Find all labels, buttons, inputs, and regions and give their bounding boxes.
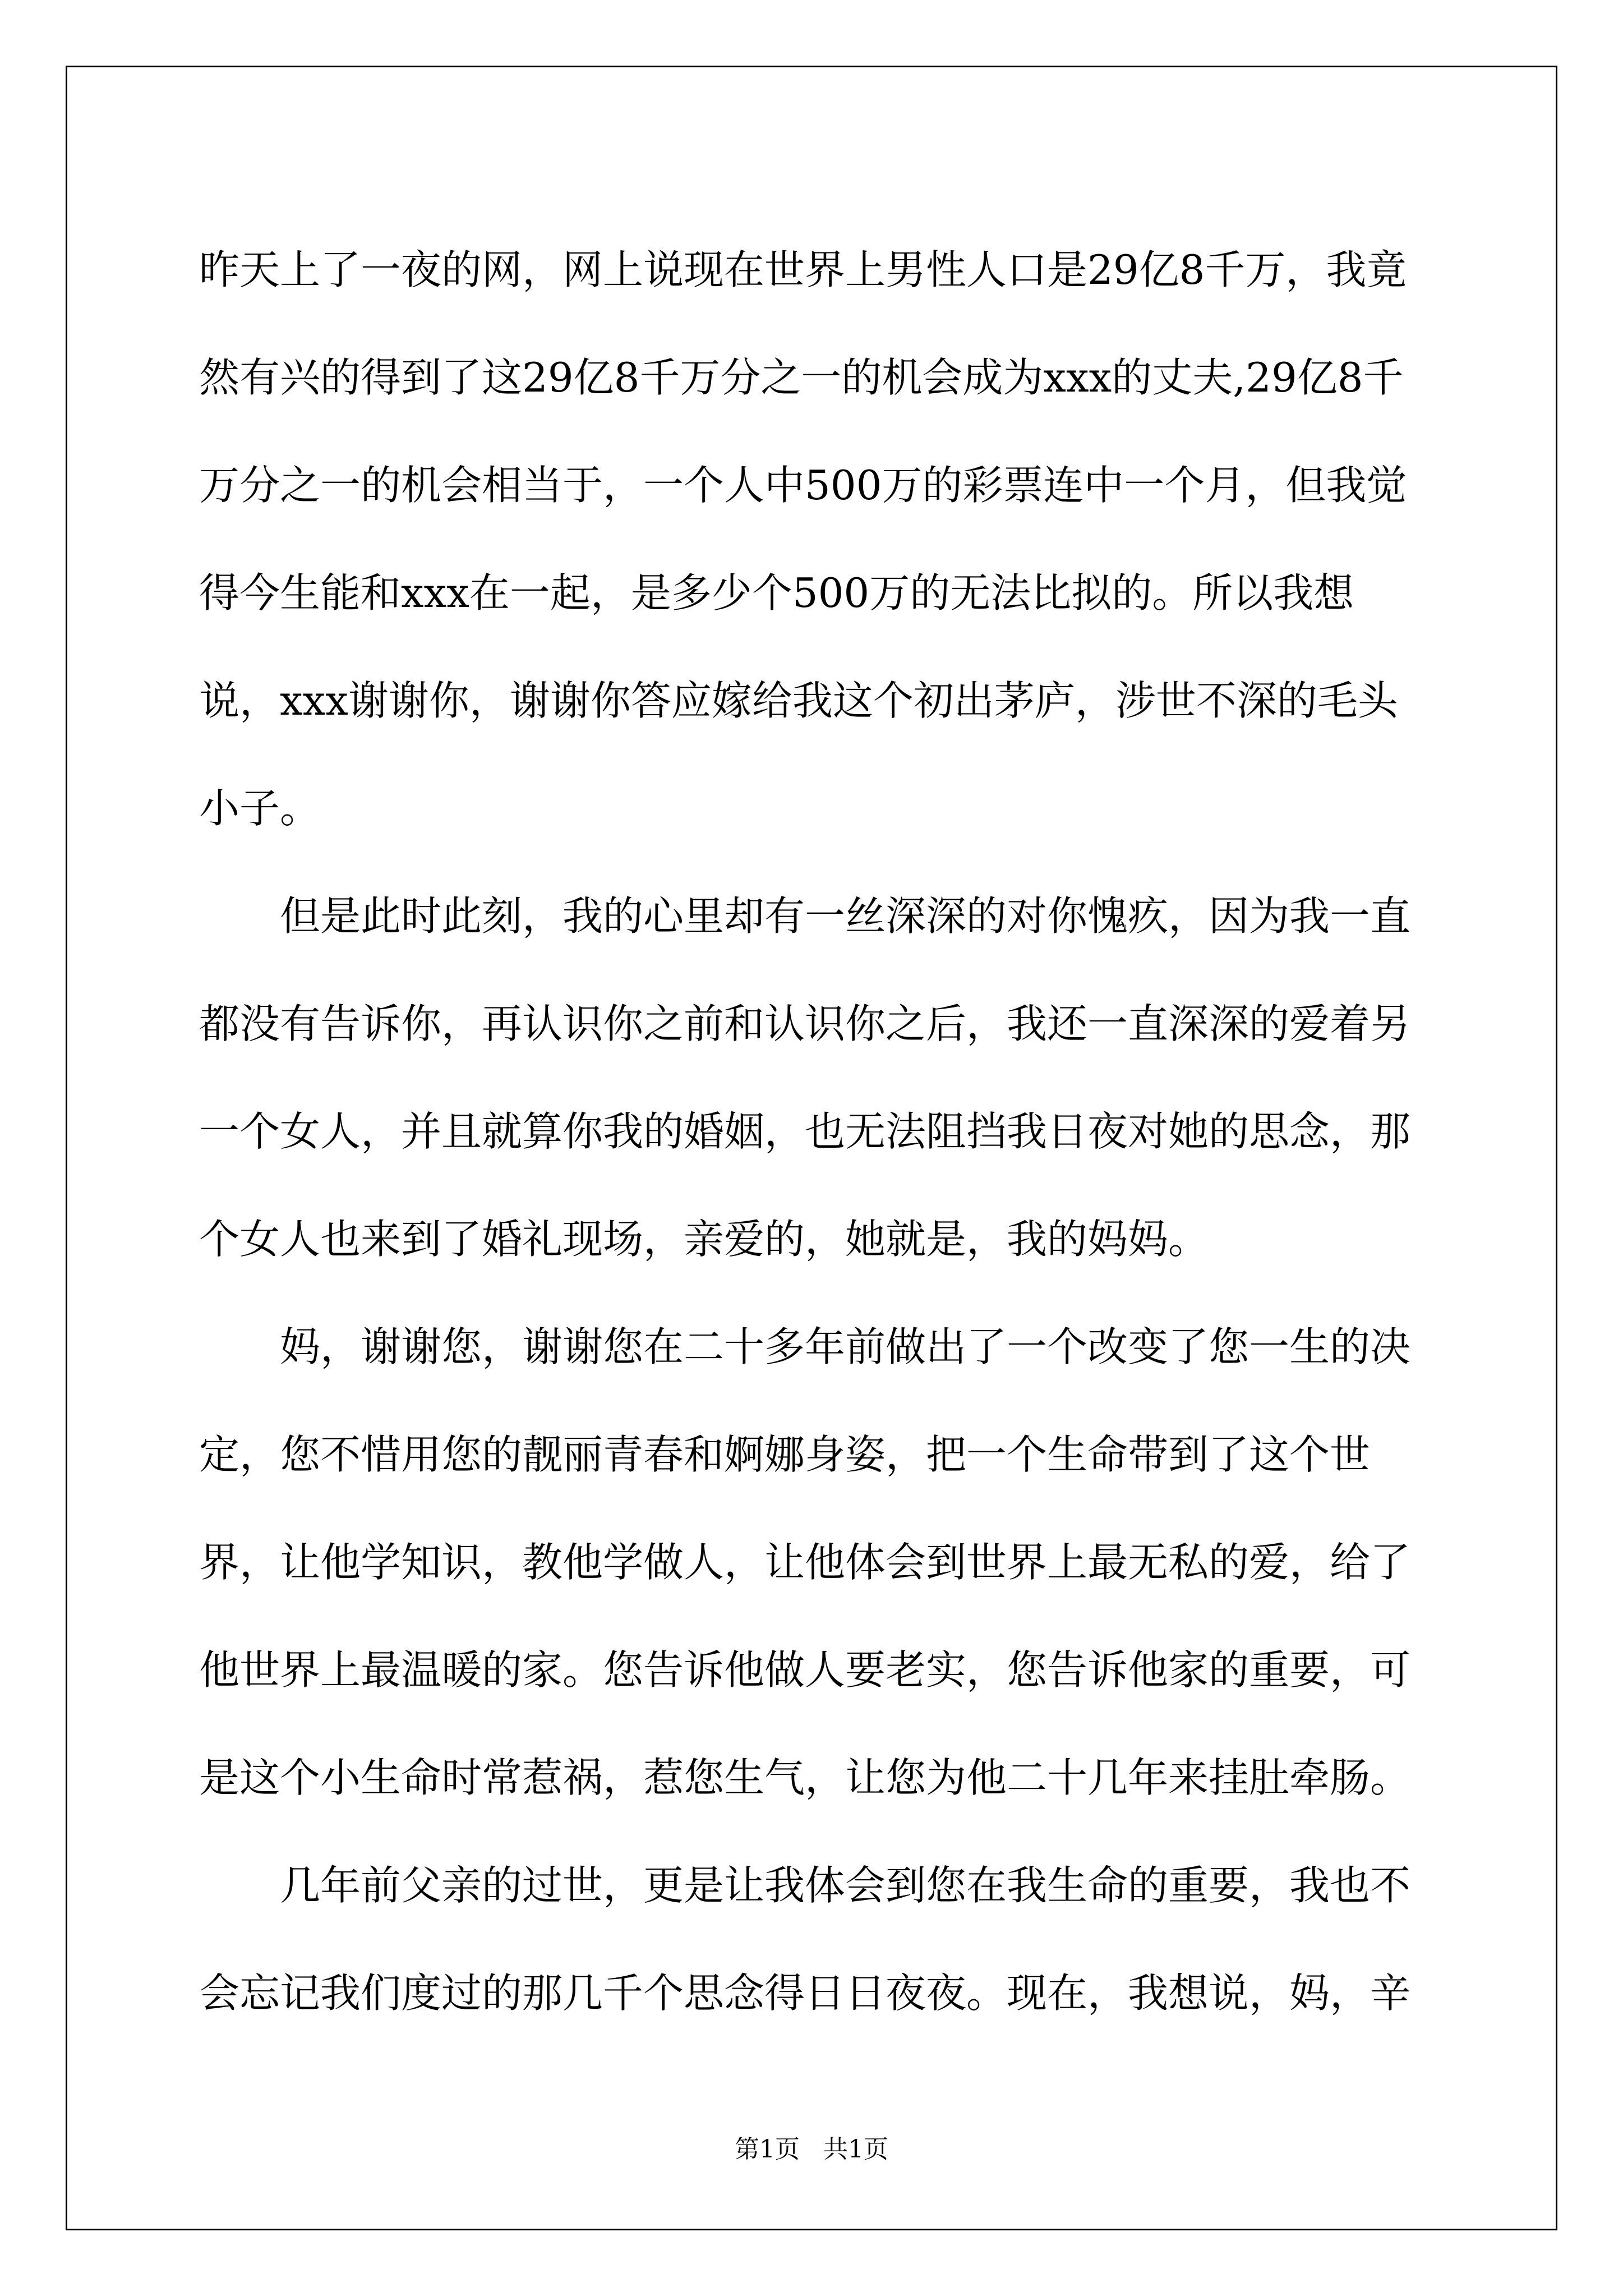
page-footer [0, 2133, 1623, 2166]
paragraph-2: 但是此时此刻，我的心里却有一丝深深的对你愧疚，因为我一直都没有告诉你，再认识你之前和认识你之后，我还一直深深的爱着另一个女人，并且就算你我的婚姻，也无法阻挡我日夜对她的思念，那个女人也来到了婚礼现场，亲爱的，她就是，我的妈妈。 [199, 892, 1411, 1263]
page-total: 共1页 [823, 2135, 888, 2164]
paragraph-1: 昨天上了一夜的网，网上说现在世界上男性人口是29亿8千万，我竟然有兴的得到了这29亿8千万分之一的机会成为xxx的丈夫,29亿8千万分之一的机会相当于，一个人中500万的彩票连中一个月，但我觉得今生能和xxx在一起，是多少个500万的无法比拟的。所以我想说，xxx谢谢你，谢谢你答应嫁给我这个初出茅庐，涉世不深的毛头小子。 [199, 246, 1407, 832]
page-number: 第1页 [735, 2135, 800, 2164]
paragraph-4: 几年前父亲的过世，更是让我体会到您在我生命的重要，我也不会忘记我们度过的那几千个思念得日日夜夜。现在，我想说，妈，辛 [199, 1862, 1411, 2017]
paragraph-3: 妈，谢谢您，谢谢您在二十多年前做出了一个改变了您一生的决定，您不惜用您的靓丽青春和婀娜身姿，把一个生命带到了这个世界，让他学知识，教他学做人，让他体会到世界上最无私的爱，给了他世界上最温暖的家。您告诉他做人要老实，您告诉他家的重要，可是这个小生命时常惹祸，惹您生气，让您为他二十几年来挂肚牵肠。 [199, 1323, 1411, 1801]
document-body [199, 216, 1427, 2047]
